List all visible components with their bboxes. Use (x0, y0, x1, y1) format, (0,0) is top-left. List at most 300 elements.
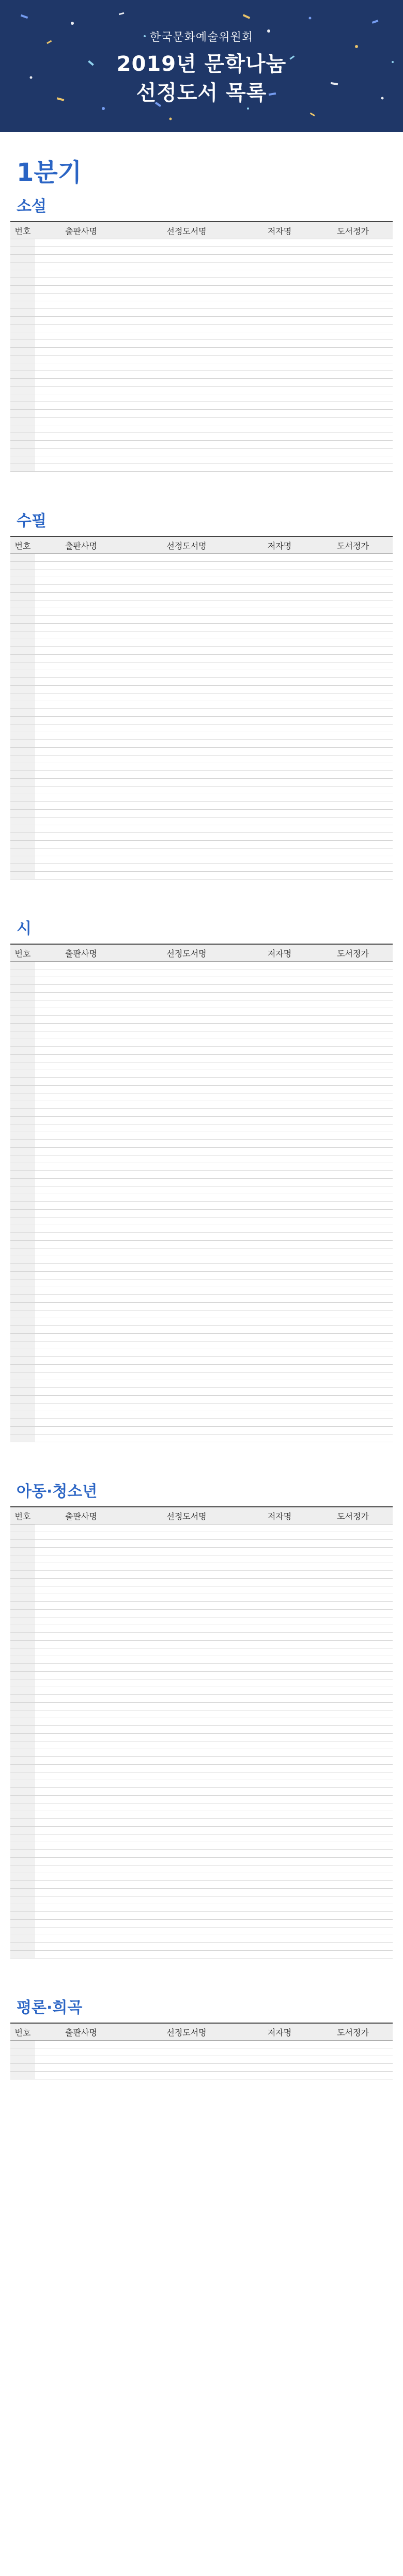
cell-title (127, 1679, 246, 1687)
cell-publisher (35, 1434, 127, 1442)
column-header-publisher: 출판사명 (35, 1507, 127, 1524)
table-row (10, 1233, 393, 1241)
cell-title (127, 817, 246, 825)
cell-title (127, 631, 246, 639)
cell-title (127, 433, 246, 441)
cell-author (246, 1858, 313, 1865)
cell-title (127, 969, 246, 977)
cell-price (313, 1186, 393, 1194)
cell-title (127, 1873, 246, 1881)
table-row (10, 585, 393, 593)
table-row (10, 1171, 393, 1179)
table-row (10, 286, 393, 294)
cell-author (246, 332, 313, 340)
table-row (10, 449, 393, 456)
cell-title (127, 1912, 246, 1920)
cell-author (246, 1016, 313, 1024)
cell-author (246, 1256, 313, 1264)
cell-author (246, 1070, 313, 1078)
cell-num (10, 1765, 35, 1772)
cell-price (313, 849, 393, 856)
cell-author (246, 1679, 313, 1687)
table-row (10, 1132, 393, 1140)
cell-publisher (35, 1272, 127, 1279)
cell-num (10, 1241, 35, 1248)
cell-publisher (35, 647, 127, 655)
cell-publisher (35, 2072, 127, 2079)
cell-publisher (35, 449, 127, 456)
cell-author (246, 1788, 313, 1796)
cell-publisher (35, 1749, 127, 1757)
cell-num (10, 464, 35, 472)
cell-title (127, 418, 246, 425)
cell-publisher (35, 1264, 127, 1272)
table-row (10, 833, 393, 841)
cell-price (313, 270, 393, 278)
cell-title (127, 1055, 246, 1062)
cell-publisher (35, 1411, 127, 1419)
table-row (10, 1741, 393, 1749)
cell-author (246, 1264, 313, 1272)
table-row (10, 771, 393, 779)
cell-price (313, 1834, 393, 1842)
cell-title (127, 1780, 246, 1788)
cell-author (246, 456, 313, 464)
cell-price (313, 1078, 393, 1086)
cell-price (313, 1811, 393, 1819)
cell-title (127, 1062, 246, 1070)
cell-publisher (35, 962, 127, 969)
cell-author (246, 410, 313, 418)
cell-price (313, 255, 393, 263)
cell-num (10, 1171, 35, 1179)
table-row (10, 332, 393, 340)
cell-title (127, 993, 246, 1000)
column-header-price: 도서정가 (313, 536, 393, 554)
cell-title (127, 1633, 246, 1641)
book-table (10, 536, 393, 880)
cell-price (313, 1008, 393, 1016)
cell-num (10, 1602, 35, 1610)
cell-publisher (35, 1086, 127, 1093)
cell-publisher (35, 1548, 127, 1555)
cell-author (246, 418, 313, 425)
cell-num (10, 1664, 35, 1672)
cell-title (127, 1641, 246, 1648)
cell-author (246, 1411, 313, 1419)
cell-price (313, 724, 393, 732)
table-row (10, 371, 393, 379)
cell-publisher (35, 1555, 127, 1563)
table-header-row (10, 536, 393, 554)
table-row (10, 1850, 393, 1858)
cell-price (313, 569, 393, 577)
book-table (10, 944, 393, 1442)
cell-title (127, 1935, 246, 1943)
cell-price (313, 1155, 393, 1163)
cell-num (10, 1334, 35, 1341)
cell-title (127, 717, 246, 724)
table-row (10, 748, 393, 755)
table-row (10, 1842, 393, 1850)
cell-price (313, 678, 393, 686)
cell-price (313, 1109, 393, 1117)
cell-publisher (35, 810, 127, 817)
cell-num (10, 748, 35, 755)
cell-title (127, 1834, 246, 1842)
cell-title (127, 332, 246, 340)
cell-title (127, 624, 246, 631)
cell-publisher (35, 977, 127, 985)
cell-title (127, 962, 246, 969)
cell-author (246, 1586, 313, 1594)
table-row (10, 309, 393, 317)
cell-title (127, 786, 246, 794)
cell-title (127, 387, 246, 394)
cell-num (10, 1202, 35, 1210)
cell-price (313, 1718, 393, 1726)
cell-title (127, 1031, 246, 1039)
cell-publisher (35, 1016, 127, 1024)
cell-author (246, 786, 313, 794)
cell-price (313, 810, 393, 817)
cell-author (246, 779, 313, 786)
column-header-price: 도서정가 (313, 222, 393, 239)
cell-publisher (35, 1718, 127, 1726)
cell-num (10, 449, 35, 456)
table-row (10, 1272, 393, 1279)
cell-title (127, 1842, 246, 1850)
cell-publisher (35, 1641, 127, 1648)
cell-title (127, 263, 246, 270)
column-header-number: 번호 (10, 944, 35, 962)
cell-num (10, 1427, 35, 1434)
cell-publisher (35, 456, 127, 464)
cell-num (10, 340, 35, 348)
cell-price (313, 872, 393, 880)
table-row (10, 2056, 393, 2064)
cell-publisher (35, 1055, 127, 1062)
cell-publisher (35, 2048, 127, 2056)
cell-author (246, 294, 313, 301)
cell-num (10, 239, 35, 247)
quarter-title: 1분기 (17, 158, 82, 187)
cell-title (127, 1687, 246, 1695)
cell-price (313, 1403, 393, 1411)
table-row (10, 1563, 393, 1571)
cell-publisher (35, 1788, 127, 1796)
cell-num (10, 616, 35, 624)
cell-price (313, 802, 393, 810)
cell-num (10, 1540, 35, 1548)
cell-publisher (35, 1772, 127, 1780)
cell-publisher (35, 616, 127, 624)
cell-title (127, 441, 246, 449)
cell-author (246, 1563, 313, 1571)
cell-title (127, 1555, 246, 1563)
cell-num (10, 678, 35, 686)
cell-title (127, 1310, 246, 1318)
cell-author (246, 1310, 313, 1318)
cell-num (10, 1741, 35, 1749)
cell-author (246, 1532, 313, 1540)
cell-title (127, 1695, 246, 1703)
cell-price (313, 662, 393, 670)
table-row (10, 1788, 393, 1796)
cell-price (313, 1865, 393, 1873)
cell-num (10, 1865, 35, 1873)
cell-title (127, 1586, 246, 1594)
cell-price (313, 1710, 393, 1718)
cell-author (246, 686, 313, 693)
cell-num (10, 1303, 35, 1310)
cell-author (246, 449, 313, 456)
table-row (10, 1070, 393, 1078)
cell-publisher (35, 278, 127, 286)
cell-num (10, 841, 35, 849)
cell-title (127, 379, 246, 387)
cell-publisher (35, 872, 127, 880)
cell-author (246, 977, 313, 985)
table-row (10, 593, 393, 600)
cell-num (10, 1734, 35, 1741)
cell-num (10, 1217, 35, 1225)
cell-publisher (35, 1148, 127, 1155)
table-row (10, 278, 393, 286)
table-row (10, 1024, 393, 1031)
cell-num (10, 1295, 35, 1303)
cell-price (313, 600, 393, 608)
cell-title (127, 585, 246, 593)
table-row (10, 270, 393, 278)
cell-author (246, 1318, 313, 1326)
cell-title (127, 1571, 246, 1579)
cell-title (127, 1951, 246, 1958)
table-header-row (10, 222, 393, 239)
table-row (10, 872, 393, 880)
cell-num (10, 1403, 35, 1411)
cell-price (313, 1210, 393, 1217)
cell-price (313, 1047, 393, 1055)
cell-num (10, 655, 35, 662)
cell-price (313, 1881, 393, 1889)
cell-author (246, 709, 313, 717)
cell-publisher (35, 433, 127, 441)
table-row (10, 1047, 393, 1055)
cell-num (10, 1000, 35, 1008)
cell-author (246, 1334, 313, 1341)
cell-author (246, 1710, 313, 1718)
cell-num (10, 670, 35, 678)
cell-title (127, 1889, 246, 1896)
cell-price (313, 1179, 393, 1186)
cell-author (246, 1943, 313, 1951)
cell-author (246, 1349, 313, 1357)
cell-author (246, 1024, 313, 1031)
cell-num (10, 993, 35, 1000)
table-row (10, 1811, 393, 1819)
cell-num (10, 1124, 35, 1132)
cell-price (313, 1912, 393, 1920)
cell-num (10, 278, 35, 286)
table-row (10, 817, 393, 825)
cell-title (127, 1008, 246, 1016)
cell-publisher (35, 301, 127, 309)
cell-price (313, 1341, 393, 1349)
cell-title (127, 1540, 246, 1548)
table-row (10, 1873, 393, 1881)
cell-num (10, 1411, 35, 1419)
cell-author (246, 239, 313, 247)
cell-publisher (35, 239, 127, 247)
cell-title (127, 1279, 246, 1287)
table-row (10, 410, 393, 418)
cell-price (313, 1241, 393, 1248)
cell-publisher (35, 1827, 127, 1834)
table-row (10, 1194, 393, 1202)
cell-num (10, 1710, 35, 1718)
cell-title (127, 600, 246, 608)
table-row (10, 1101, 393, 1109)
cell-num (10, 1086, 35, 1093)
cell-num (10, 247, 35, 255)
cell-price (313, 1571, 393, 1579)
cell-author (246, 763, 313, 771)
cell-price (313, 356, 393, 363)
cell-author (246, 1093, 313, 1101)
cell-author (246, 817, 313, 825)
table-row (10, 1109, 393, 1117)
cell-num (10, 1031, 35, 1039)
cell-author (246, 2056, 313, 2064)
cell-price (313, 1349, 393, 1357)
cell-publisher (35, 1532, 127, 1540)
cell-num (10, 686, 35, 693)
cell-author (246, 1873, 313, 1881)
cell-publisher (35, 1132, 127, 1140)
cell-num (10, 1796, 35, 1803)
cell-price (313, 1749, 393, 1757)
table-row (10, 1625, 393, 1633)
table-row (10, 1664, 393, 1672)
column-header-author: 저자명 (246, 944, 313, 962)
table-row (10, 1633, 393, 1641)
cell-price (313, 833, 393, 841)
cell-title (127, 309, 246, 317)
cell-title (127, 286, 246, 294)
cell-author (246, 1202, 313, 1210)
cell-title (127, 1749, 246, 1757)
table-row (10, 624, 393, 631)
cell-num (10, 1718, 35, 1726)
cell-num (10, 1326, 35, 1334)
cell-author (246, 1186, 313, 1194)
cell-price (313, 585, 393, 593)
table-row (10, 802, 393, 810)
cell-title (127, 608, 246, 616)
cell-publisher (35, 1927, 127, 1935)
cell-publisher (35, 348, 127, 356)
table-row (10, 1889, 393, 1896)
cell-num (10, 1008, 35, 1016)
cell-publisher (35, 1217, 127, 1225)
cell-price (313, 709, 393, 717)
table-row (10, 849, 393, 856)
cell-price (313, 717, 393, 724)
cell-num (10, 433, 35, 441)
cell-author (246, 1811, 313, 1819)
table-row (10, 732, 393, 740)
cell-publisher (35, 325, 127, 332)
table-row (10, 608, 393, 616)
cell-author (246, 1850, 313, 1858)
cell-num (10, 1780, 35, 1788)
cell-publisher (35, 1594, 127, 1602)
table-row (10, 1411, 393, 1419)
cell-publisher (35, 1070, 127, 1078)
table-row (10, 1225, 393, 1233)
cell-author (246, 1117, 313, 1124)
cell-num (10, 593, 35, 600)
table-row (10, 239, 393, 247)
cell-author (246, 1233, 313, 1241)
cell-title (127, 709, 246, 717)
cell-author (246, 371, 313, 379)
cell-author (246, 1124, 313, 1132)
cell-title (127, 763, 246, 771)
cell-title (127, 1186, 246, 1194)
table-row (10, 1827, 393, 1834)
cell-author (246, 2072, 313, 2079)
column-header-number: 번호 (10, 1507, 35, 1524)
cell-num (10, 1140, 35, 1148)
cell-publisher (35, 1695, 127, 1703)
cell-title (127, 616, 246, 624)
table-row (10, 1093, 393, 1101)
cell-author (246, 1842, 313, 1850)
cell-author (246, 1695, 313, 1703)
cell-publisher (35, 1341, 127, 1349)
cell-num (10, 1349, 35, 1357)
cell-publisher (35, 1617, 127, 1625)
column-header-title: 선정도서명 (127, 2023, 246, 2041)
table-header-row (10, 1507, 393, 1524)
table-row (10, 1419, 393, 1427)
cell-num (10, 402, 35, 410)
table-row (10, 1016, 393, 1024)
table-row (10, 1703, 393, 1710)
cell-author (246, 1881, 313, 1889)
table-row (10, 1303, 393, 1310)
cell-price (313, 402, 393, 410)
cell-price (313, 1264, 393, 1272)
cell-publisher (35, 363, 127, 371)
cell-price (313, 1765, 393, 1772)
cell-title (127, 1427, 246, 1434)
table-row (10, 647, 393, 655)
cell-num (10, 332, 35, 340)
cell-author (246, 1726, 313, 1734)
cell-publisher (35, 332, 127, 340)
table-row (10, 464, 393, 472)
cell-title (127, 1101, 246, 1109)
cell-price (313, 1086, 393, 1093)
cell-publisher (35, 554, 127, 562)
cell-author (246, 1008, 313, 1016)
cell-num (10, 1656, 35, 1664)
column-header-author: 저자명 (246, 222, 313, 239)
cell-author (246, 732, 313, 740)
